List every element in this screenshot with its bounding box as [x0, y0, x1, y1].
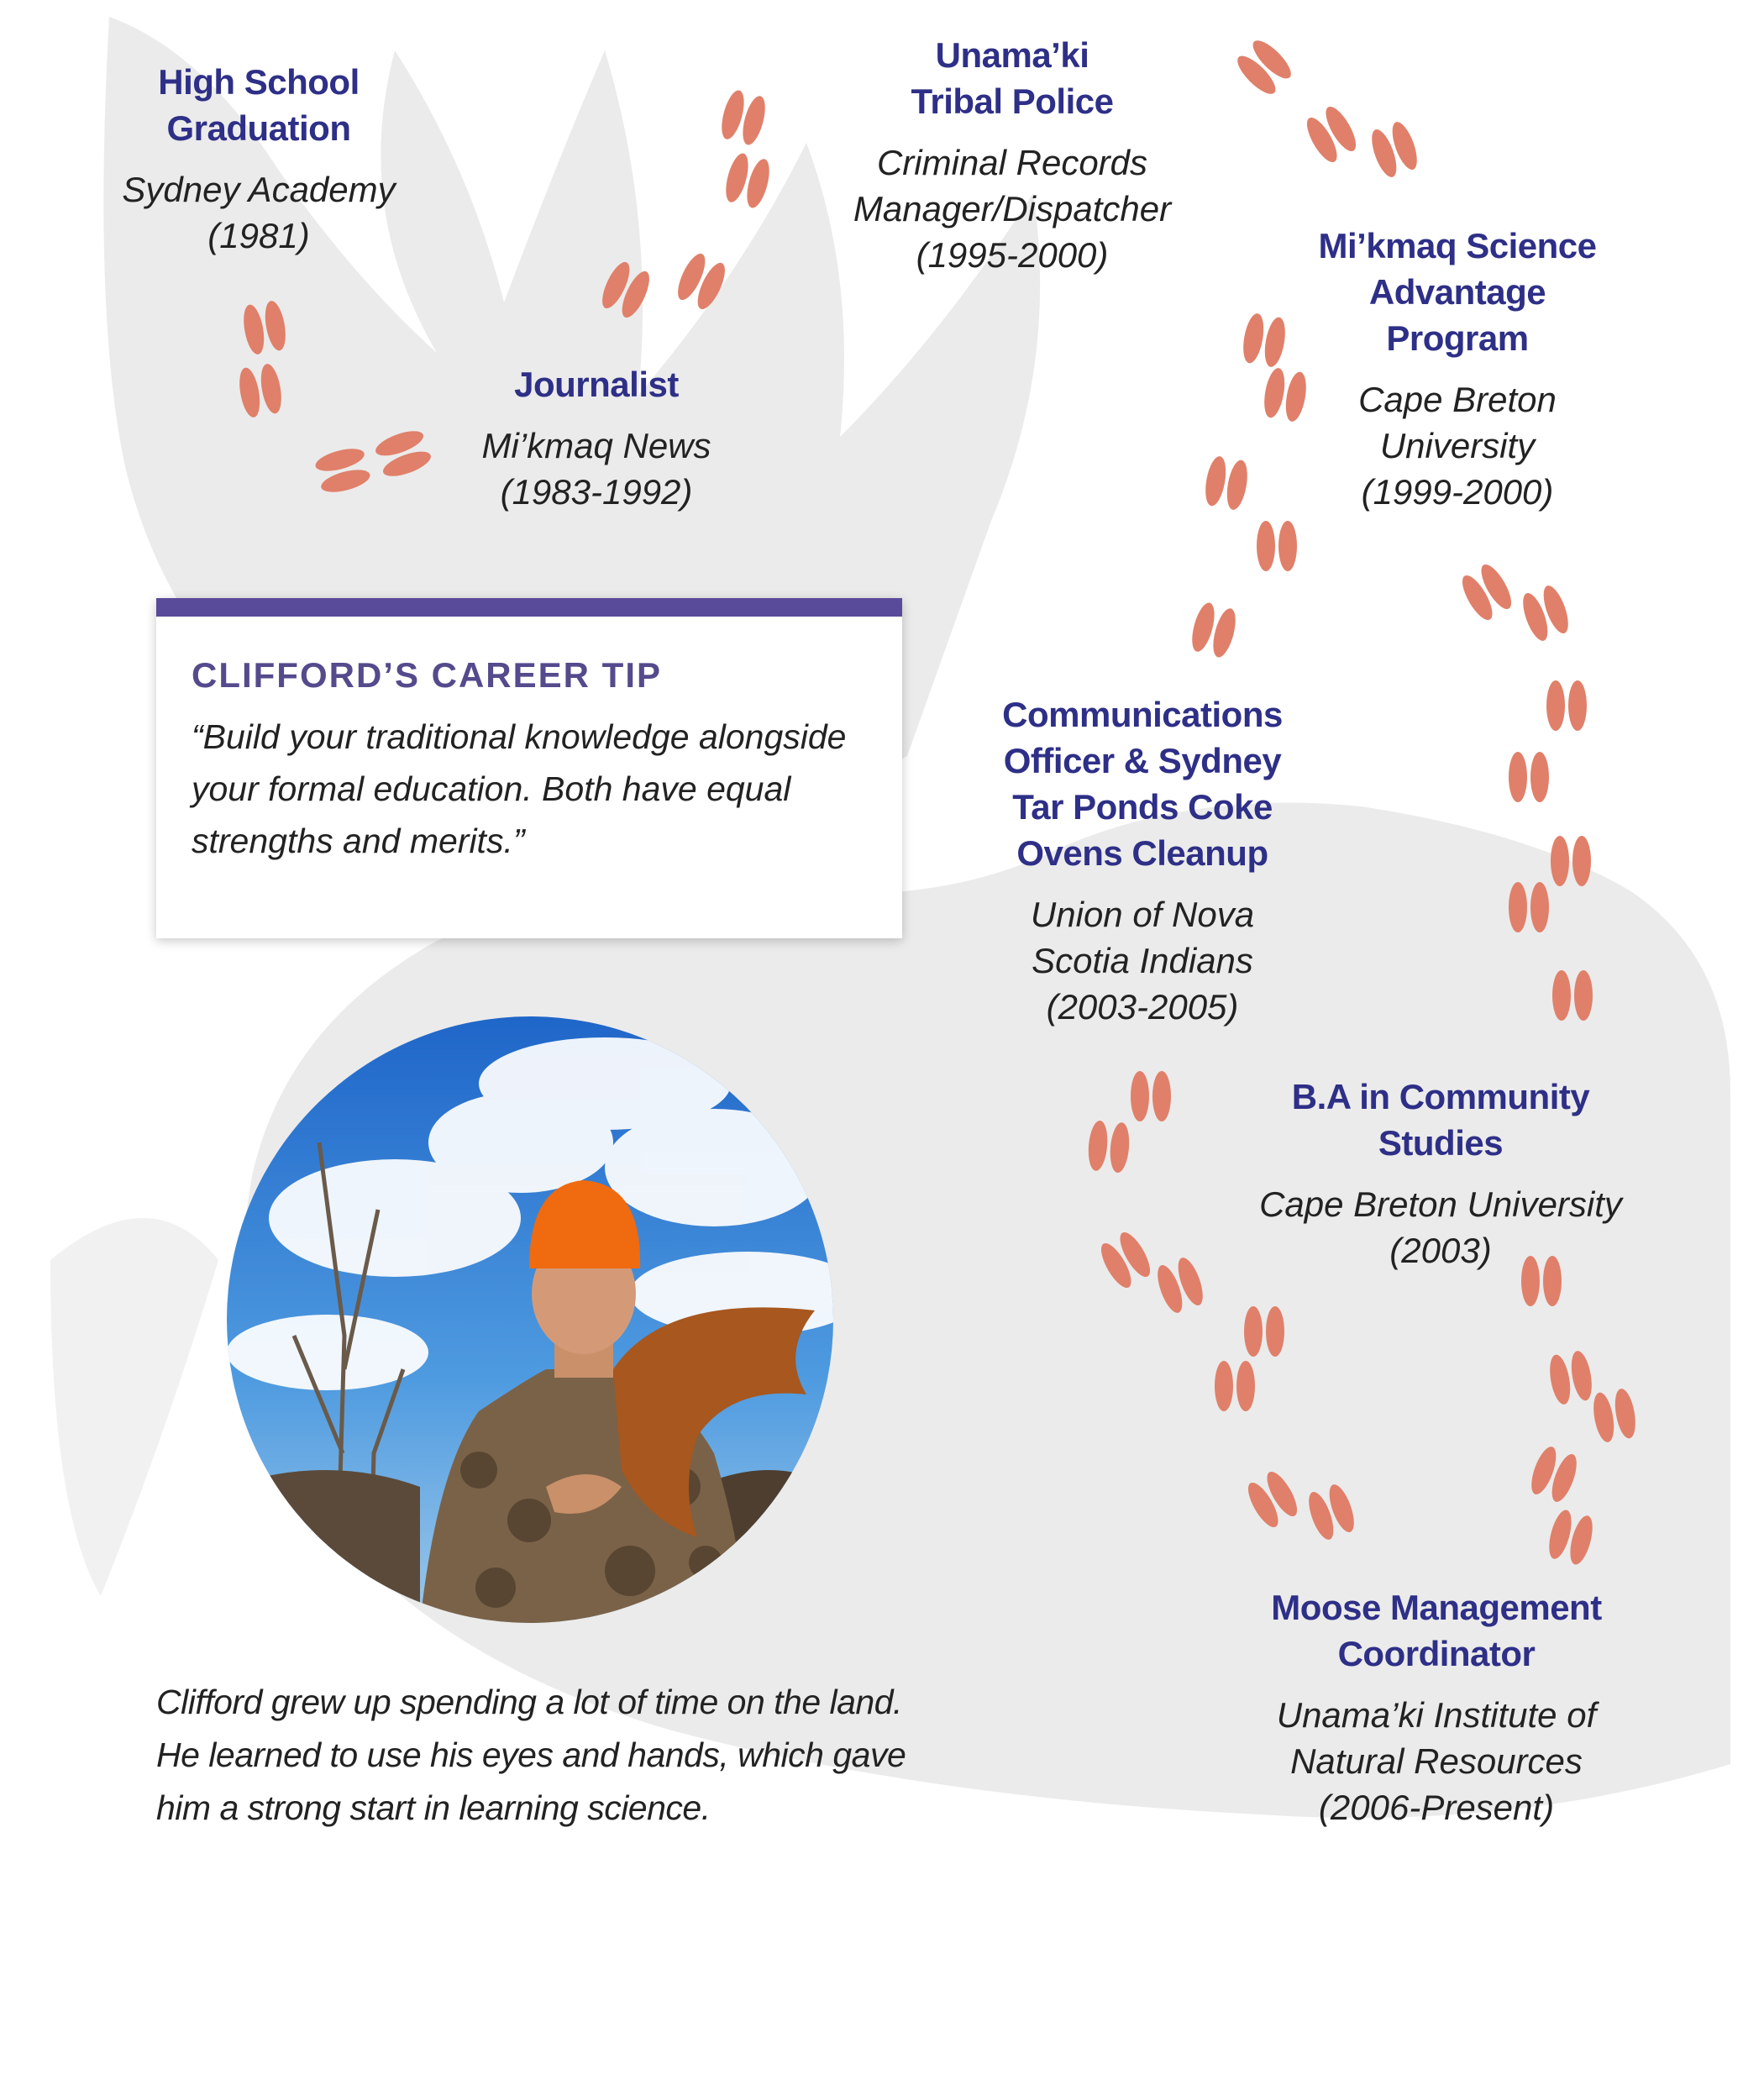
- milestone-tribal-police: [806, 32, 1218, 278]
- milestone-detail: Cape Breton University (2003): [1259, 1184, 1622, 1270]
- milestone-title: Unama’ki Tribal Police: [911, 35, 1114, 121]
- photo-caption: Clifford grew up spending a lot of time on the land. He learned to use his eyes and hands, which gave him a strong start in learning science.: [156, 1683, 906, 1827]
- moose-track-print: [1232, 35, 1296, 99]
- milestone-title: Communications Officer & Sydney Tar Ponds Coke Ovens Cleanup: [1002, 695, 1283, 873]
- moose-track-print: [1257, 521, 1297, 571]
- milestone-title: B.A in Community Studies: [1291, 1077, 1590, 1163]
- moose-track-print: [1301, 102, 1362, 166]
- milestone-detail: Mi’kmaq News (1983-1992): [481, 426, 711, 512]
- milestone-detail: Union of Nova Scotia Indians (2003-2005): [1030, 895, 1255, 1027]
- moose-track-print: [1546, 680, 1587, 731]
- milestone-moose-management: [1210, 1584, 1663, 1830]
- moose-track-print: [1188, 601, 1240, 659]
- career-tip-quote: “Build your traditional knowledge alongside your formal education. Both have equal strengths and merits.”: [192, 717, 847, 860]
- milestone-title: Journalist: [514, 365, 679, 404]
- moose-track-print: [722, 151, 774, 210]
- moose-track-print: [717, 88, 769, 147]
- career-tip-accent-bar: [156, 598, 902, 617]
- moose-track-print: [1457, 560, 1517, 624]
- milestone-detail: Unama’ki Institute of Natural Resources (2006-Present): [1276, 1695, 1597, 1827]
- milestone-communications: [949, 691, 1336, 1030]
- milestone-journalist: [437, 361, 756, 515]
- milestone-detail: Cape Breton University (1999-2000): [1358, 380, 1557, 512]
- moose-track-print: [1518, 583, 1573, 644]
- career-tip-heading: CLIFFORD’S CAREER TIP: [192, 655, 663, 695]
- milestone-science-advantage: [1260, 223, 1655, 515]
- milestone-high-school: [91, 59, 427, 259]
- moose-track-print: [1202, 454, 1251, 511]
- milestone-ba-degree: [1218, 1074, 1663, 1273]
- milestone-title: High School Graduation: [158, 62, 360, 148]
- milestone-title: Moose Management Coordinator: [1271, 1588, 1602, 1673]
- clifford-portrait: [227, 1016, 833, 1623]
- moose-track-print: [1509, 752, 1549, 802]
- milestone-title: Mi’kmaq Science Advantage Program: [1318, 226, 1597, 358]
- milestone-detail: Criminal Records Manager/Dispatcher (1995-2000): [853, 143, 1172, 275]
- career-tip-box: [156, 598, 902, 938]
- portrait-photo-icon: [227, 1016, 833, 1623]
- milestone-detail: Sydney Academy (1981): [122, 170, 396, 255]
- moose-track-print: [1367, 119, 1422, 181]
